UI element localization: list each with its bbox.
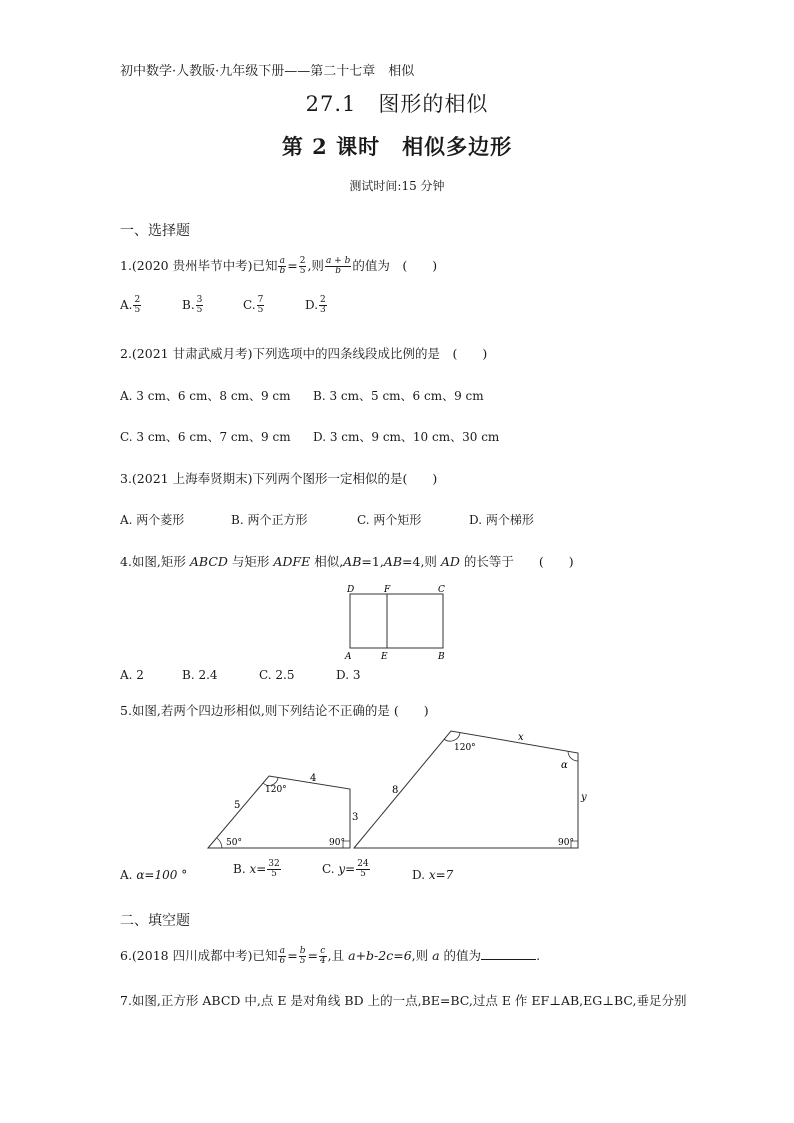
label-d: D bbox=[347, 585, 355, 595]
rect-abcd bbox=[350, 594, 443, 648]
label-angle-90-small: 90° bbox=[329, 838, 345, 848]
q2-option-a: A. 3 cm、6 cm、8 cm、9 cm bbox=[120, 389, 291, 403]
answer-blank bbox=[481, 949, 536, 960]
label-side-5: 5 bbox=[234, 800, 241, 811]
q5-quadrilaterals-figure bbox=[200, 726, 600, 856]
q2-option-c: C. 3 cm、6 cm、7 cm、9 cm bbox=[120, 430, 291, 444]
section-fill-heading: 二、填空题 bbox=[120, 913, 190, 929]
question-5: 5.如图,若两个四边形相似,则下列结论不正确的是 ( ) bbox=[120, 703, 429, 718]
q5-option-d: D. x=7 bbox=[412, 868, 454, 882]
test-time: 测试时间:15 分钟 bbox=[349, 179, 445, 193]
q4-option-b: B. 2.4 bbox=[182, 668, 218, 682]
q3-option-d: D. 两个梯形 bbox=[469, 513, 534, 527]
q4-rectangle-figure bbox=[336, 582, 456, 664]
section-choice-heading: 一、选择题 bbox=[120, 223, 190, 239]
q1-option-b: B. $\frac{3}{5}$ bbox=[182, 295, 203, 315]
label-e: E bbox=[381, 652, 388, 662]
label-angle-50: 50° bbox=[226, 838, 242, 848]
q4-option-a: A. 2 bbox=[120, 668, 144, 682]
angle-arc-50 bbox=[217, 838, 222, 848]
q2-option-d: D. 3 cm、9 cm、10 cm、30 cm bbox=[313, 430, 500, 444]
q3-option-a: A. 两个菱形 bbox=[120, 513, 185, 527]
label-f: F bbox=[384, 585, 391, 595]
q5-option-c: C. y= $\frac{24}{5}$ bbox=[322, 859, 369, 879]
q4-option-c: C. 2.5 bbox=[259, 668, 295, 682]
q1-option-a: A. $\frac{2}{5}$ bbox=[120, 295, 141, 315]
fraction-2-over-5: $\frac{2}{5}$ bbox=[299, 256, 306, 276]
question-4: 4.如图,矩形 ABCD 与矩形 ADFE 相似,AB=1,AB=4,则 AD 的长等于 ( ) bbox=[120, 554, 574, 569]
q5-option-b: B. x= $\frac{32}{5}$ bbox=[233, 859, 280, 879]
page-header: 初中数学·人教版·九年级下册——第二十七章 相似 bbox=[120, 64, 415, 79]
label-a: A bbox=[345, 652, 352, 662]
question-1: 1.(2020 贵州毕节中考)已知 $\frac{a}{b}$ = $\frac{2}{5}$ ,则 $\frac{a + b}{b}$ 的值为 ( ) bbox=[120, 256, 438, 276]
label-angle-90-large: 90° bbox=[558, 838, 574, 848]
label-angle-alpha: α bbox=[561, 760, 568, 771]
question-2: 2.(2021 甘肃武威月考)下列选项中的四条线段成比例的是 ( ) bbox=[120, 346, 488, 361]
q1-option-c: C. $\frac{7}{5}$ bbox=[243, 295, 264, 315]
question-6: 6.(2018 四川成都中考)已知 $\frac{a}{6}$ = $\frac{b}{5}$ = $\frac{c}{4}$ ,且 a+b-2c=6,则 a 的值为 . bbox=[120, 946, 541, 966]
q3-option-b: B. 两个正方形 bbox=[231, 513, 308, 527]
question-3: 3.(2021 上海奉贤期末)下列两个图形一定相似的是( ) bbox=[120, 471, 438, 486]
label-side-8: 8 bbox=[392, 785, 399, 796]
q5-option-a: A. α=100 ° bbox=[120, 868, 188, 882]
q4-option-d: D. 3 bbox=[336, 668, 361, 682]
label-side-y: y bbox=[581, 792, 587, 803]
label-side-x: x bbox=[518, 732, 524, 743]
label-angle-120-large: 120° bbox=[454, 743, 476, 753]
q2-option-b: B. 3 cm、5 cm、6 cm、9 cm bbox=[313, 389, 484, 403]
question-7: 7.如图,正方形 ABCD 中,点 E 是对角线 BD 上的一点,BE=BC,过点 E 作 EF⊥AB,EG⊥BC,垂足分别 bbox=[120, 993, 687, 1008]
label-angle-120-small: 120° bbox=[265, 785, 287, 795]
label-side-3: 3 bbox=[352, 812, 359, 823]
q1-option-d: D. $\frac{2}{3}$ bbox=[305, 295, 326, 315]
label-b: B bbox=[438, 652, 445, 662]
lesson-title: 第 2 课时 相似多边形 bbox=[281, 134, 513, 159]
fraction-expression: $\frac{a + b}{b}$ bbox=[325, 256, 351, 276]
label-c: C bbox=[438, 585, 445, 595]
label-side-4: 4 bbox=[310, 773, 317, 784]
fraction-a-over-b: $\frac{a}{b}$ bbox=[279, 256, 286, 276]
q3-option-c: C. 两个矩形 bbox=[357, 513, 422, 527]
section-title: 27.1 图形的相似 bbox=[305, 92, 489, 116]
